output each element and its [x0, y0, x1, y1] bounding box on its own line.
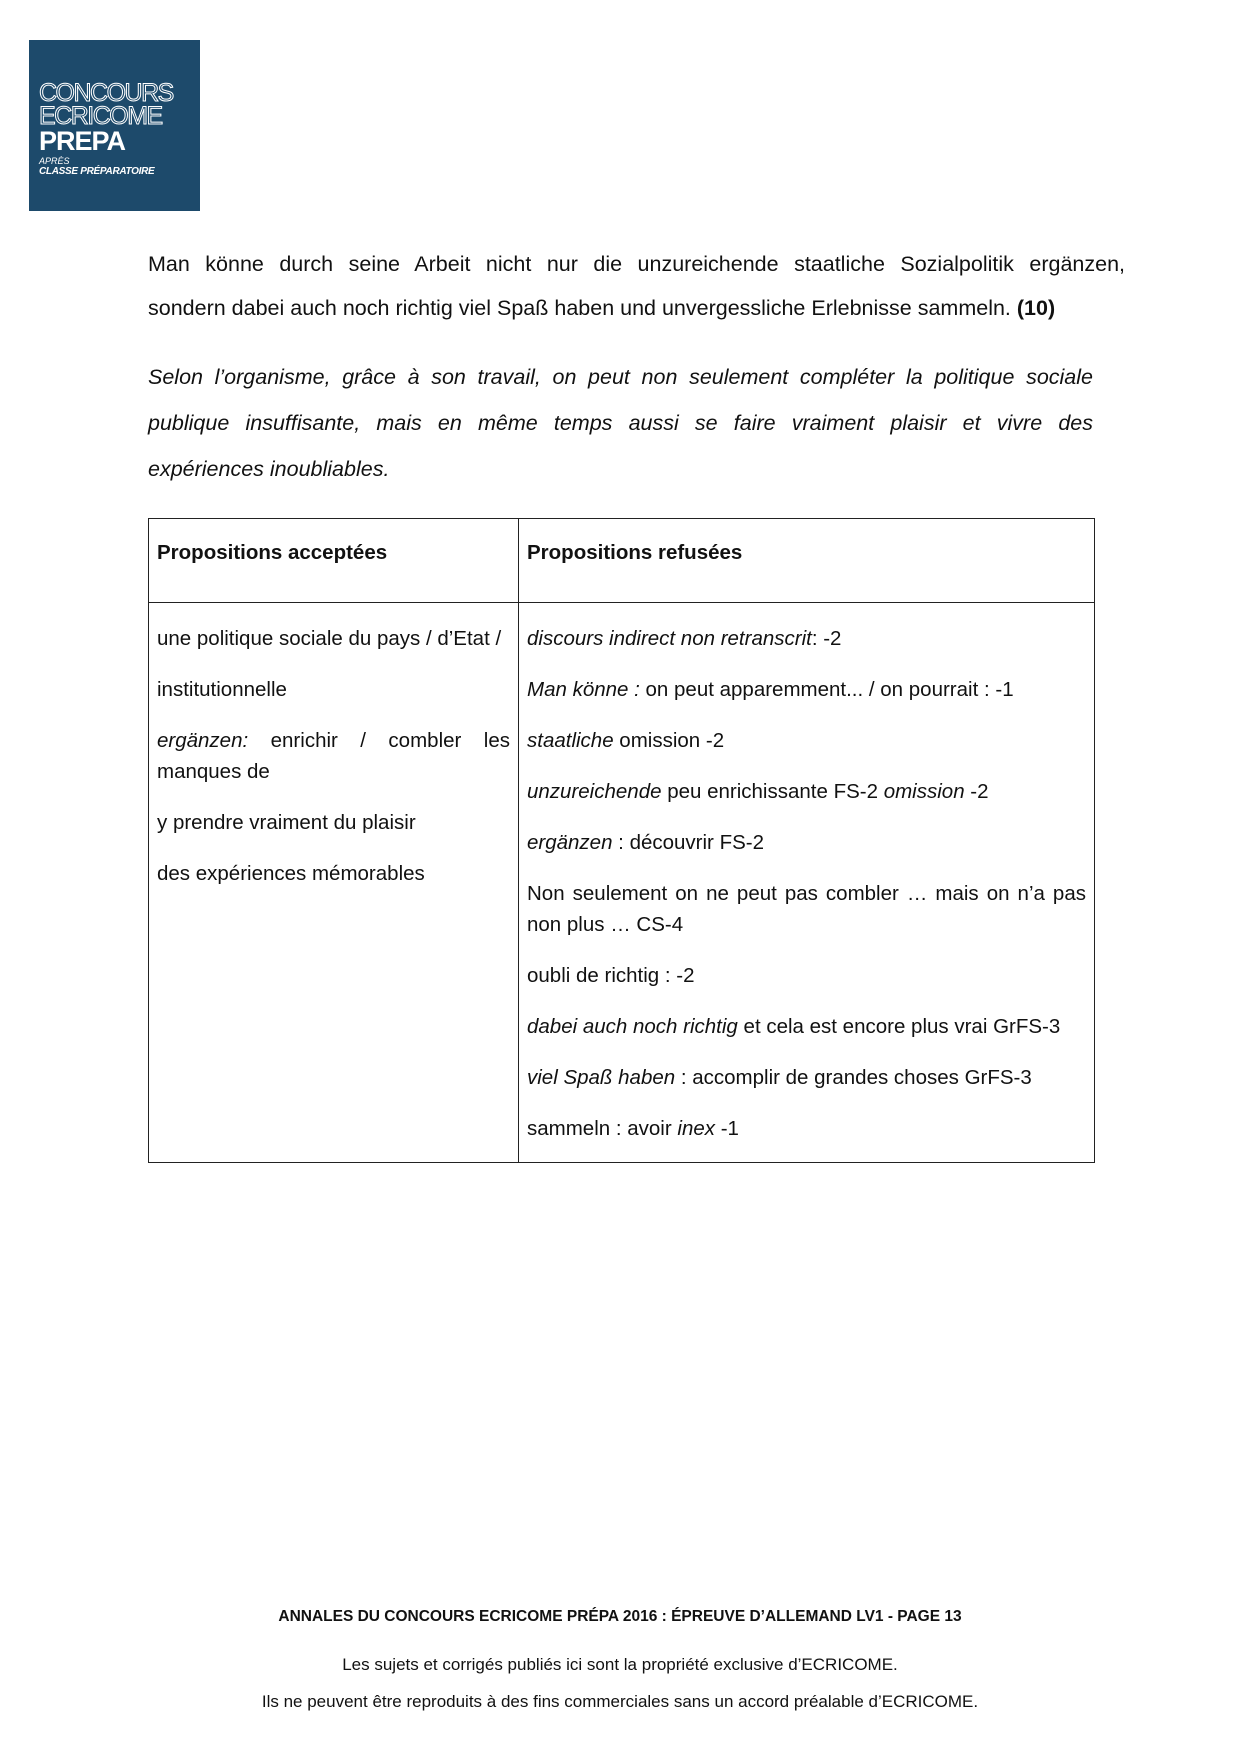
logo-line-classe-preparatoire: CLASSE PRÉPARATOIRE: [39, 166, 155, 177]
propositions-table: [148, 518, 1095, 1163]
refused-item-term: ergänzen: [527, 831, 613, 854]
logo-line-prepa: PREPA: [39, 126, 126, 156]
refused-item: [527, 674, 1086, 705]
translation-line-2: publique insuffisante, mais en même temps aussi se faire vraiment plaisir et vivre des: [148, 411, 1093, 435]
refused-item-text: omission -2: [613, 729, 725, 752]
refused-item: oubli de richtig : -2: [527, 964, 695, 987]
header-refused: Propositions refusées: [519, 519, 1095, 603]
refused-cell: [519, 603, 1095, 1163]
refused-item: [527, 725, 1086, 756]
logo-line-ecricome: ECRICOME: [39, 102, 162, 130]
accepted-item-text: enrichir / combler les manques de: [157, 729, 510, 783]
french-translation: [148, 354, 1093, 492]
logo-line-apres: APRÈS: [39, 156, 70, 166]
accepted-item: institutionnelle: [157, 678, 287, 701]
refused-item-term: staatliche: [527, 729, 614, 752]
refused-item-term: discours indirect non retranscrit: [527, 627, 812, 650]
refused-item-text: -1: [715, 1117, 739, 1140]
accepted-item: des expériences mémorables: [157, 862, 425, 885]
translation-line-3: expériences inoubliables.: [148, 457, 390, 481]
table-body-row: [149, 603, 1095, 1163]
translation-line-1: Selon l’organisme, grâce à son travail, on peut non seulement compléter la politique sociale: [148, 365, 1093, 389]
table-header-row: [149, 519, 1095, 603]
refused-item: Non seulement on ne peut pas combler … mais on n’a pas non plus … CS-4: [527, 882, 1086, 936]
refused-item-text: : découvrir FS-2: [612, 831, 765, 854]
refused-item: [527, 1062, 1086, 1093]
logo-line-concours: CONCOURS: [39, 79, 173, 107]
refused-item-text: sammeln : avoir: [527, 1117, 678, 1140]
refused-item: [527, 776, 1086, 807]
footer-title: ANNALES DU CONCOURS ECRICOME PRÉPA 2016 : ÉPREUVE D’ALLEMAND LV1 - PAGE 13: [278, 1608, 962, 1625]
refused-item-term: dabei auch noch richtig: [527, 1015, 738, 1038]
accepted-item: y prendre vraiment du plaisir: [157, 811, 416, 834]
refused-item-text: : -2: [811, 627, 842, 650]
accepted-item: [157, 725, 510, 787]
refused-item: [527, 1113, 1086, 1144]
german-text-line-2: [148, 286, 1125, 330]
refused-item-text: et cela est encore plus vrai GrFS-3: [737, 1015, 1061, 1038]
refused-item-text: : accomplir de grandes choses GrFS-3: [675, 1066, 1032, 1089]
refused-item-term: inex: [677, 1117, 715, 1140]
footer-copyright-line-2: Ils ne peuvent être reproduits à des fins commerciales sans un accord préalable d’ECRICOME.: [261, 1692, 979, 1711]
points-marker: (10): [1016, 296, 1056, 320]
ecricome-logo: [29, 40, 200, 211]
german-text-line-1: Man könne durch seine Arbeit nicht nur die unzureichende staatliche Sozialpolitik ergänzen,: [148, 252, 1125, 276]
accepted-item: une politique sociale du pays / d’Etat /: [157, 627, 502, 650]
accepted-item-term: ergänzen:: [157, 729, 249, 752]
german-text-line-2-content: sondern dabei auch noch richtig viel Spaß haben und unvergessliche Erlebnisse sammeln.: [148, 296, 1011, 320]
header-accepted: Propositions acceptées: [149, 519, 519, 603]
footer-copyright-line-1: Les sujets et corrigés publiés ici sont la propriété exclusive d’ECRICOME.: [342, 1655, 898, 1674]
refused-item-term: viel Spaß haben: [527, 1066, 676, 1089]
refused-item: [527, 623, 1086, 654]
refused-item-term: unzureichende: [527, 780, 662, 803]
refused-item: [527, 827, 1086, 858]
refused-item: [527, 1011, 1086, 1042]
accepted-cell: [149, 603, 519, 1163]
refused-item-text: on peut apparemment... / on pourrait : -1: [639, 678, 1014, 701]
german-source-text: [148, 242, 1125, 330]
refused-item-text: peu enrichissante FS-2: [661, 780, 884, 803]
refused-item-term: Man könne :: [527, 678, 640, 701]
refused-item-term: omission: [883, 780, 965, 803]
refused-item-text: -2: [964, 780, 989, 803]
